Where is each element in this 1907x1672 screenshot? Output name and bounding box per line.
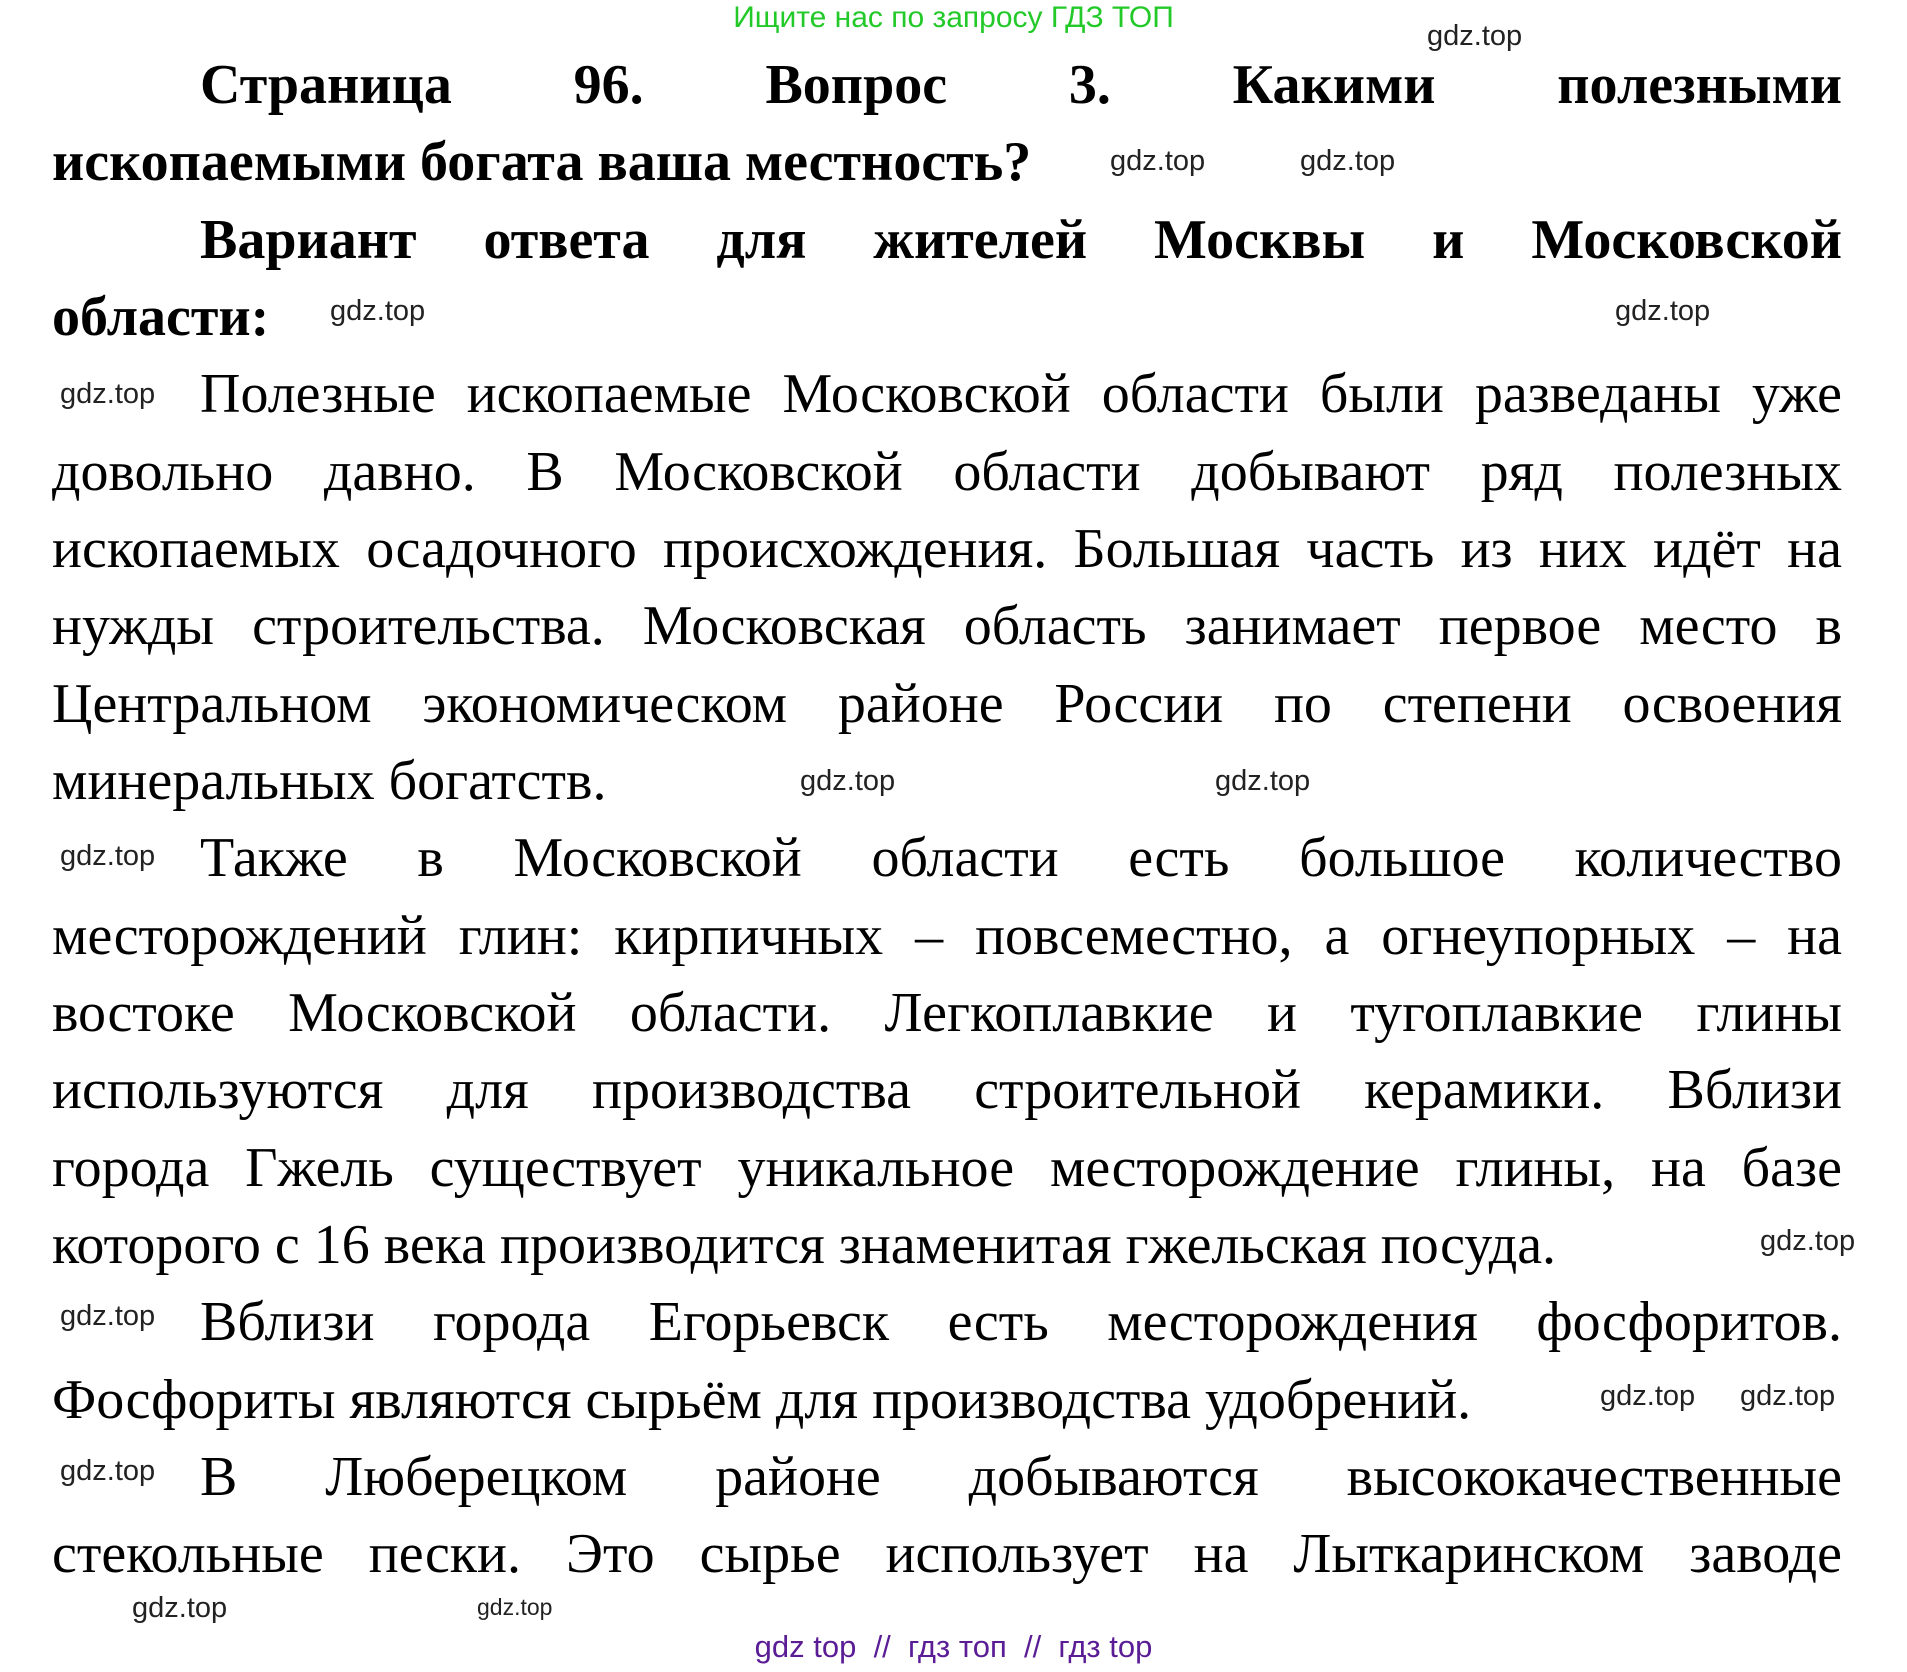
footer-links[interactable]: gdz top // гдз топ // гдз top (754, 1629, 1153, 1664)
watermark: gdz.top (132, 1592, 228, 1624)
text-line: Вблизи города Егорьевск есть месторождения фосфоритов. (200, 1291, 1842, 1353)
watermark: gdz.top (60, 1300, 156, 1332)
watermark: gdz.top (1760, 1225, 1856, 1257)
watermark: gdz.top (1740, 1380, 1836, 1412)
watermark: gdz.top (1300, 145, 1396, 177)
text-line: востоке Московской области. Легкоплавкие и тугоплавкие глины (52, 982, 1842, 1044)
text-line: довольно давно. В Московской области добывают ряд полезных (52, 441, 1842, 503)
answer-heading-line: области: (52, 286, 270, 348)
watermark: gdz.top (1215, 765, 1311, 797)
watermark: gdz.top (800, 765, 896, 797)
text-line: нужды строительства. Московская область занимает первое место в (52, 595, 1842, 657)
text-line: Полезные ископаемые Московской области были разведаны уже (200, 363, 1842, 425)
text-line: минеральных богатств. (52, 750, 607, 812)
text-line: Центральном экономическом районе России по степени освоения (52, 673, 1842, 735)
answer-heading-line: Вариант ответа для жителей Москвы и Московской (200, 209, 1842, 271)
text-line: ископаемых осадочного происхождения. Большая часть из них идёт на (52, 518, 1842, 580)
watermark: gdz.top (60, 378, 156, 410)
text-line: месторождений глин: кирпичных – повсеместно, а огнеупорных – на (52, 905, 1842, 967)
text-line: Фосфориты являются сырьём для производства удобрений. (52, 1369, 1472, 1431)
text-line: используются для производства строительной керамики. Вблизи (52, 1059, 1842, 1121)
title-line: ископаемыми богата ваша местность? (52, 131, 1032, 193)
watermark: gdz.top (330, 295, 426, 327)
watermark: gdz.top (1110, 145, 1206, 177)
text-line: которого с 16 века производится знаменитая гжельская посуда. (52, 1214, 1557, 1276)
title-line: Страница 96. Вопрос 3. Какими полезными (200, 54, 1842, 116)
watermark: gdz.top (60, 840, 156, 872)
watermark: gdz.top (60, 1455, 156, 1487)
text-line: города Гжель существует уникальное месторождение глины, на базе (52, 1137, 1842, 1199)
watermark: gdz.top (1427, 20, 1523, 52)
text-line: стекольные пески. Это сырье использует на Лыткаринском заводе (52, 1523, 1842, 1585)
text-line: В Люберецком районе добываются высококачественные (200, 1446, 1842, 1508)
watermark: gdz.top (1600, 1380, 1696, 1412)
text-line: Также в Московской области есть большое количество (200, 827, 1842, 889)
watermark: gdz.top (1615, 295, 1711, 327)
watermark: gdz.top (477, 1594, 553, 1620)
search-banner: Ищите нас по запросу ГДЗ ТОП (733, 1, 1174, 34)
